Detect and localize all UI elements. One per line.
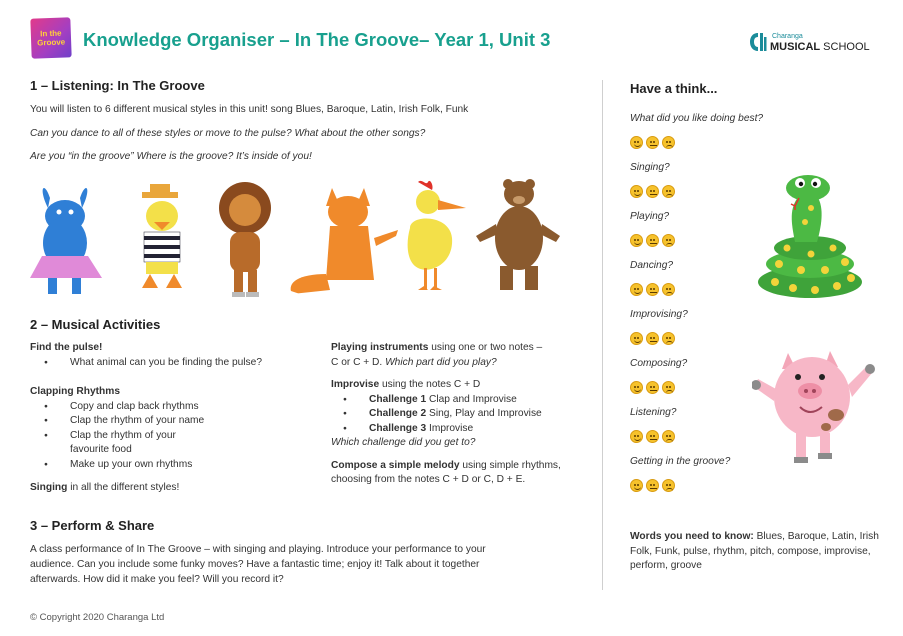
- hippo-illustration: [30, 188, 102, 294]
- sad-face-icon: [662, 479, 675, 492]
- playing-line: [331, 341, 596, 356]
- think-question: Singing?: [630, 162, 670, 173]
- happy-face-icon: [630, 185, 643, 198]
- happy-face-icon: [630, 136, 643, 149]
- words-label: Words you need to know:: [630, 531, 754, 542]
- clapping-label: Clapping Rhythms: [30, 386, 120, 397]
- pig-illustration: [752, 345, 877, 470]
- emoji-rating: [630, 479, 675, 492]
- clapping-list: [30, 400, 320, 473]
- section1-line2: Can you dance to all of these styles or move to the pulse? What about the other songs?: [30, 128, 426, 139]
- neutral-face-icon: [646, 430, 659, 443]
- playing-bold: Playing instruments: [331, 342, 429, 353]
- neutral-face-icon: [646, 381, 659, 394]
- sad-face-icon: [662, 185, 675, 198]
- neutral-face-icon: [646, 283, 659, 296]
- logo-line2: Groove: [36, 37, 66, 48]
- emoji-rating: [630, 283, 675, 296]
- sad-face-icon: [662, 430, 675, 443]
- happy-face-icon: [630, 234, 643, 247]
- duck-illustration: [142, 184, 182, 288]
- page-title: Knowledge Organiser – In The Groove– Year 1, Unit 3: [83, 29, 551, 50]
- charanga-mark-icon: [748, 31, 768, 53]
- unit-logo: [30, 17, 71, 58]
- emoji-rating: [630, 381, 675, 394]
- neutral-face-icon: [646, 234, 659, 247]
- sad-face-icon: [662, 381, 675, 394]
- playing-line2-plain: C or C + D.: [331, 356, 386, 368]
- think-question: Composing?: [630, 358, 688, 369]
- challenge-list: [331, 393, 596, 437]
- animal-characters-illustration: [30, 178, 590, 300]
- emoji-rating: [630, 136, 675, 149]
- clap-item: ● Clap the rhythm of your name: [30, 414, 320, 429]
- sad-face-icon: [662, 283, 675, 296]
- happy-face-icon: [630, 332, 643, 345]
- happy-face-icon: [630, 283, 643, 296]
- brand-small-text: Charanga: [772, 33, 803, 40]
- clap-item-continuation: favourite food: [70, 444, 132, 455]
- key-vocabulary: [630, 530, 890, 574]
- find-pulse-item: ● What animal can you be finding the pulse?: [30, 356, 320, 371]
- neutral-face-icon: [646, 332, 659, 345]
- compose-rest: using simple rhythms,: [459, 459, 561, 471]
- challenge-question: Which challenge did you get to?: [331, 437, 476, 448]
- clap-item: ● Make up your own rhythms: [30, 458, 320, 473]
- activities-right-column: [331, 341, 596, 488]
- find-pulse-list: [30, 356, 320, 371]
- section3-heading: 3 – Perform & Share: [30, 518, 155, 533]
- happy-face-icon: [630, 479, 643, 492]
- section3-line1: A class performance of In The Groove – with singing and playing. Introduce your performance to your: [30, 544, 486, 555]
- fox-illustration: [288, 188, 398, 296]
- section3-line2: audience. Can you include some funky moves? Have a fantastic time; enjoy it! Talk about it together: [30, 559, 480, 570]
- neutral-face-icon: [646, 136, 659, 149]
- words-text: Blues, Baroque, Latin, Irish Folk, Funk, pulse, rhythm, pitch, compose, improvise, perform, groove: [630, 531, 879, 571]
- compose-line: [331, 459, 596, 474]
- improvise-rest: using the notes C + D: [379, 379, 481, 390]
- column-divider: [602, 80, 603, 590]
- sad-face-icon: [662, 332, 675, 345]
- section1-heading: 1 – Listening: In The Groove: [30, 78, 205, 93]
- brand-name: [770, 42, 870, 53]
- emoji-rating: [630, 430, 675, 443]
- improvise-line: [331, 378, 596, 393]
- challenge-item: ● Challenge 1 Clap and Improvise: [331, 393, 596, 408]
- sad-face-icon: [662, 136, 675, 149]
- think-question: Playing?: [630, 211, 670, 222]
- singing-bold: Singing: [30, 482, 68, 493]
- think-heading: Have a think...: [630, 81, 718, 96]
- think-question: Getting in the groove?: [630, 456, 731, 467]
- activities-left-column: [30, 341, 320, 496]
- challenge-item: ● Challenge 3 Improvise: [331, 422, 596, 437]
- compose-bold: Compose a simple melody: [331, 459, 460, 471]
- happy-face-icon: [630, 430, 643, 443]
- think-question: Listening?: [630, 407, 677, 418]
- compose-line2: choosing from the notes C + D or C, D + E.: [331, 474, 526, 485]
- brand-name-bold: MUSICAL: [770, 41, 821, 53]
- neutral-face-icon: [646, 479, 659, 492]
- brand-name-rest: SCHOOL: [820, 41, 870, 53]
- emoji-rating: [630, 234, 675, 247]
- section3-line3: afterwards. How did it make you feel? Will you record it?: [30, 574, 284, 585]
- bear-illustration: [476, 179, 560, 290]
- snake-illustration: [755, 172, 865, 302]
- playing-line2-italic: Which part did you play?: [385, 356, 497, 368]
- clap-item: ● Copy and clap back rhythms: [30, 400, 320, 415]
- think-question: Improvising?: [630, 309, 688, 320]
- chicken-illustration: [408, 181, 466, 290]
- emoji-rating: [630, 185, 675, 198]
- section1-line3: Are you “in the groove” Where is the groove? It’s inside of you!: [30, 151, 312, 162]
- charanga-logo: [748, 31, 870, 53]
- think-question: What did you like doing best?: [630, 113, 764, 124]
- lion-illustration: [219, 182, 271, 297]
- singing-rest: in all the different styles!: [67, 482, 180, 493]
- playing-line2: [331, 356, 596, 371]
- sad-face-icon: [662, 234, 675, 247]
- happy-face-icon: [630, 381, 643, 394]
- improvise-bold: Improvise: [331, 379, 380, 390]
- think-question: Dancing?: [630, 260, 674, 271]
- section1-line1: You will listen to 6 different musical styles in this unit! song Blues, Baroque, Latin, Irish Folk, Funk: [30, 104, 469, 115]
- challenge-item: ● Challenge 2 Sing, Play and Improvise: [331, 407, 596, 422]
- logo-line1: In the: [40, 28, 62, 39]
- copyright: © Copyright 2020 Charanga Ltd: [30, 612, 165, 623]
- singing-line: [30, 481, 320, 496]
- emoji-rating: [630, 332, 675, 345]
- playing-rest: using one or two notes –: [428, 342, 543, 353]
- section2-heading: 2 – Musical Activities: [30, 317, 161, 332]
- neutral-face-icon: [646, 185, 659, 198]
- clap-item: ● Clap the rhythm of your: [30, 429, 320, 444]
- find-pulse-label: Find the pulse!: [30, 342, 103, 353]
